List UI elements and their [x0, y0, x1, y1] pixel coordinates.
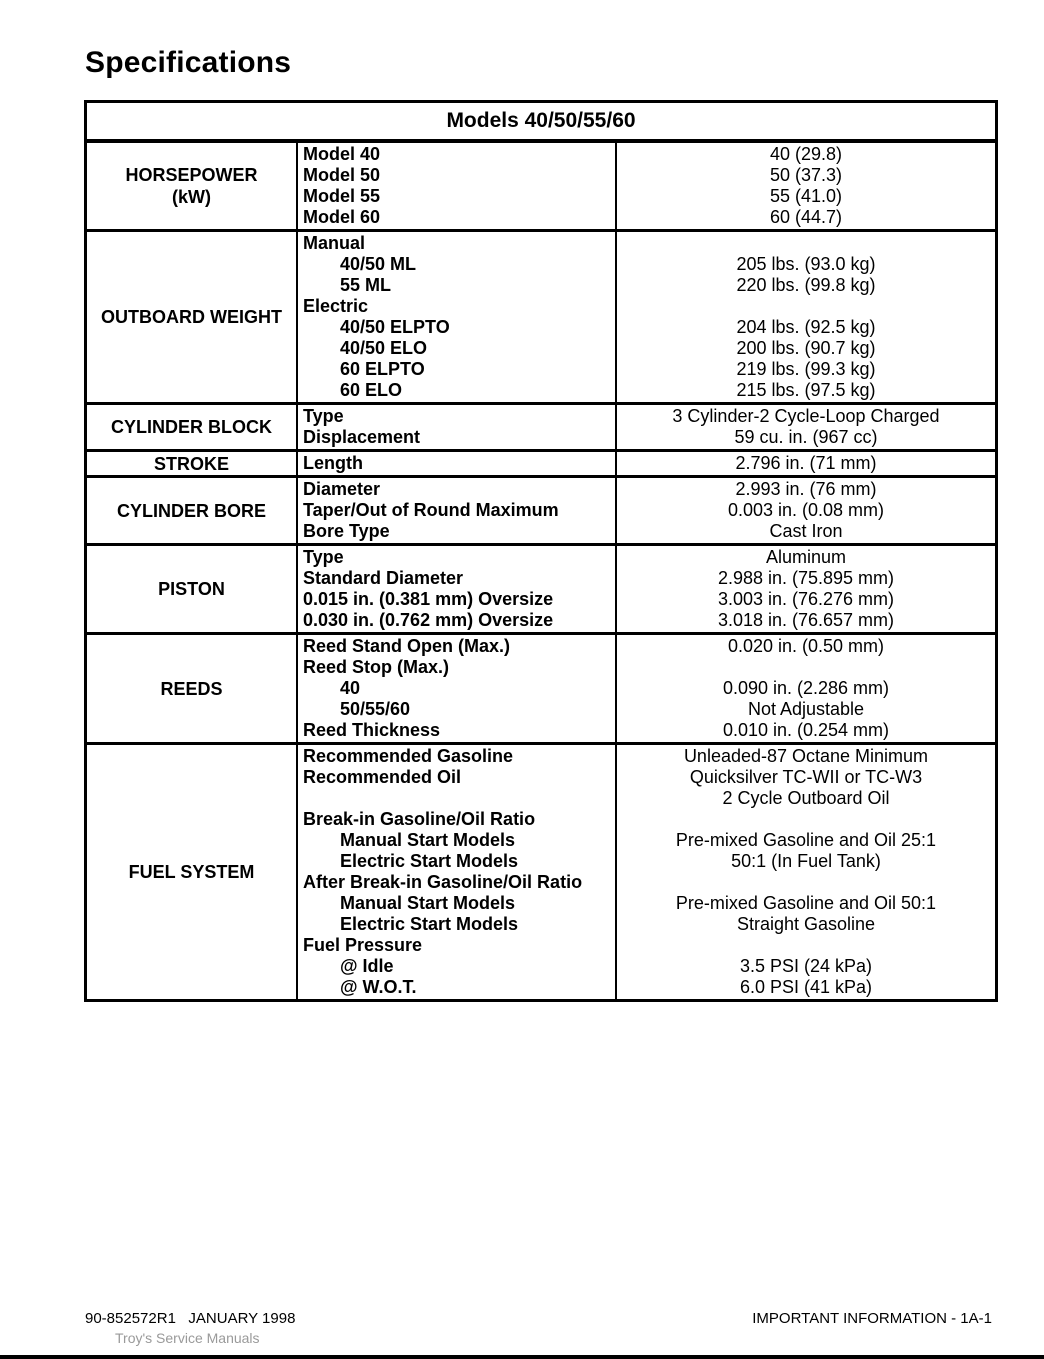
spec-value: 40 (29.8) [769, 144, 843, 164]
category-line: REEDS [160, 678, 223, 699]
spec-label: 40/50 ELPTO [340, 317, 450, 337]
spec-label [303, 788, 615, 809]
footer-doc-number: 90-852572R1 JANUARY 1998 [85, 1310, 296, 1327]
spec-label: Diameter [303, 479, 381, 499]
spec-label: Fuel Pressure [303, 935, 423, 955]
spec-label: Electric [303, 296, 369, 316]
section-values [616, 141, 997, 231]
spec-label: Model 60 [303, 207, 381, 227]
spec-label: 40 [340, 678, 361, 698]
spec-section-row [86, 634, 997, 744]
spec-value: 0.010 in. (0.254 mm) [722, 720, 890, 740]
spec-value: 219 lbs. (99.3 kg) [736, 359, 876, 379]
section-category [86, 141, 298, 231]
spec-label: Manual Start Models [340, 830, 516, 850]
spec-label: 40/50 ML [340, 254, 417, 274]
category-line: (kW) [172, 187, 211, 207]
spec-value [617, 233, 995, 254]
category-line: HORSEPOWER [125, 165, 258, 185]
spec-value: 60 (44.7) [769, 207, 843, 227]
spec-value: Aluminum [765, 547, 847, 567]
section-labels [297, 634, 616, 744]
spec-value: 2.993 in. (76 mm) [735, 479, 877, 499]
spec-label: Manual [303, 233, 366, 253]
spec-label: 60 ELPTO [340, 359, 425, 379]
section-values [616, 404, 997, 451]
spec-value [617, 657, 995, 678]
spec-value: Unleaded-87 Octane Minimum [683, 746, 929, 766]
spec-label: Manual Start Models [340, 893, 516, 913]
section-labels [297, 141, 616, 231]
spec-label: Reed Stand Open (Max.) [303, 636, 511, 656]
specifications-table [84, 100, 998, 1002]
page-title: Specifications [85, 46, 292, 79]
spec-section-row [86, 451, 997, 477]
spec-label: 0.015 in. (0.381 mm) Oversize [303, 589, 554, 609]
spec-value: 3.018 in. (76.657 mm) [717, 610, 895, 630]
section-values [616, 634, 997, 744]
spec-label: 0.030 in. (0.762 mm) Oversize [303, 610, 554, 630]
spec-label: 55 ML [340, 275, 392, 295]
watermark-text: Troy's Service Manuals [115, 1330, 260, 1346]
spec-value [617, 935, 995, 956]
spec-label: Bore Type [303, 521, 390, 541]
table-header-row [86, 102, 997, 142]
spec-label: Recommended Gasoline [303, 746, 514, 766]
spec-section-row [86, 404, 997, 451]
spec-value: Pre-mixed Gasoline and Oil 25:1 [675, 830, 937, 850]
spec-label: Type [303, 406, 344, 426]
spec-value: 3.5 PSI (24 kPa) [739, 956, 873, 976]
bottom-rule [0, 1355, 1044, 1359]
category-line: PISTON [158, 579, 225, 599]
section-labels [297, 744, 616, 1001]
spec-label: 50/55/60 [340, 699, 411, 719]
section-category [86, 634, 298, 744]
spec-label: Model 50 [303, 165, 381, 185]
spec-label: Displacement [303, 427, 421, 447]
spec-value: 200 lbs. (90.7 kg) [736, 338, 876, 358]
spec-value: 59 cu. in. (967 cc) [734, 427, 878, 447]
spec-label: Model 55 [303, 186, 381, 206]
spec-value: 55 (41.0) [769, 186, 843, 206]
spec-value: Cast Iron [769, 521, 843, 541]
spec-value: 0.003 in. (0.08 mm) [727, 500, 885, 520]
spec-label: @ W.O.T. [340, 977, 417, 997]
section-category [86, 231, 298, 404]
spec-value: 205 lbs. (93.0 kg) [736, 254, 876, 274]
category-line: STROKE [153, 453, 229, 474]
spec-value: 0.020 in. (0.50 mm) [727, 636, 885, 656]
section-labels [297, 231, 616, 404]
spec-label: @ Idle [340, 956, 394, 976]
spec-label: Standard Diameter [303, 568, 464, 588]
section-values [616, 451, 997, 477]
spec-label: 40/50 ELO [340, 338, 428, 358]
category-line: OUTBOARD WEIGHT [101, 307, 282, 327]
table-heading: Models 40/50/55/60 [86, 102, 997, 142]
category-line: FUEL SYSTEM [128, 862, 255, 882]
spec-value: Quicksilver TC-WII or TC-W3 [689, 767, 923, 787]
spec-section-row [86, 744, 997, 1001]
spec-section-row [86, 141, 997, 231]
section-values [616, 231, 997, 404]
spec-value: 50:1 (In Fuel Tank) [731, 851, 881, 871]
spec-label: Length [303, 453, 363, 473]
spec-section-row [86, 477, 997, 545]
section-category [86, 545, 298, 634]
section-values [616, 545, 997, 634]
spec-label: Recommended Oil [303, 767, 462, 787]
spec-value: 6.0 PSI (41 kPa) [739, 977, 873, 997]
spec-value [617, 872, 995, 893]
spec-label: Reed Thickness [303, 720, 441, 740]
spec-value [617, 296, 995, 317]
spec-value: 3.003 in. (76.276 mm) [717, 589, 895, 609]
spec-value: 0.090 in. (2.286 mm) [722, 678, 890, 698]
section-category [86, 744, 298, 1001]
spec-label: Electric Start Models [340, 914, 519, 934]
section-category [86, 451, 298, 477]
category-line: CYLINDER BLOCK [111, 417, 272, 437]
section-category [86, 477, 298, 545]
spec-value: 220 lbs. (99.8 kg) [736, 275, 876, 295]
section-labels [297, 545, 616, 634]
spec-value: Straight Gasoline [736, 914, 876, 934]
section-labels [297, 404, 616, 451]
footer-section: IMPORTANT INFORMATION - 1A-1 [752, 1310, 992, 1327]
spec-value: 2.796 in. (71 mm) [735, 453, 877, 473]
spec-label: 60 ELO [340, 380, 403, 400]
section-labels [297, 477, 616, 545]
spec-label: Electric Start Models [340, 851, 519, 871]
spec-section-row [86, 231, 997, 404]
spec-value: Pre-mixed Gasoline and Oil 50:1 [675, 893, 937, 913]
spec-label: Model 40 [303, 144, 381, 164]
spec-value: 215 lbs. (97.5 kg) [736, 380, 876, 400]
spec-label: After Break-in Gasoline/Oil Ratio [303, 872, 583, 892]
spec-value [617, 809, 995, 830]
spec-label: Type [303, 547, 344, 567]
spec-label: Reed Stop (Max.) [303, 657, 450, 677]
section-values [616, 477, 997, 545]
spec-value: 50 (37.3) [769, 165, 843, 185]
spec-value: Not Adjustable [747, 699, 865, 719]
section-category [86, 404, 298, 451]
spec-value: 3 Cylinder-2 Cycle-Loop Charged [672, 406, 940, 426]
spec-label: Break-in Gasoline/Oil Ratio [303, 809, 536, 829]
spec-section-row [86, 545, 997, 634]
section-labels [297, 451, 616, 477]
section-values [616, 744, 997, 1001]
category-line: CYLINDER BORE [116, 500, 266, 521]
spec-value: 2.988 in. (75.895 mm) [717, 568, 895, 588]
spec-value: 204 lbs. (92.5 kg) [736, 317, 876, 337]
spec-value: 2 Cycle Outboard Oil [722, 788, 890, 808]
spec-label: Taper/Out of Round Maximum [303, 500, 559, 520]
